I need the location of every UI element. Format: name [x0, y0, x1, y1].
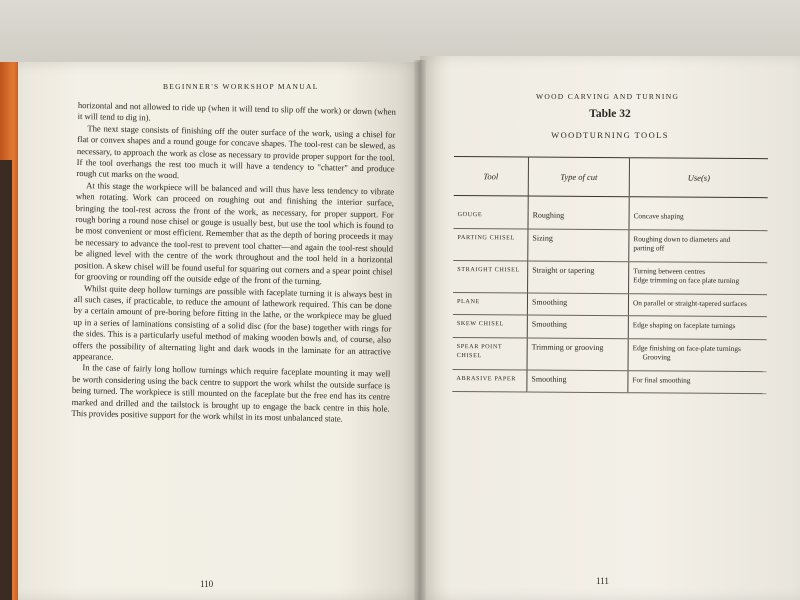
use-line: Grooving	[642, 352, 671, 362]
right-page	[420, 56, 800, 600]
use-cell	[628, 316, 767, 339]
use-cell	[628, 338, 767, 371]
table-row	[453, 292, 767, 317]
table-header-row	[454, 156, 768, 197]
tool-cell: PARTING CHISEL	[453, 228, 528, 261]
use-cell	[628, 370, 767, 393]
left-page	[18, 62, 420, 600]
cut-cell: Smoothing	[527, 370, 628, 393]
book-cover-shadow	[0, 160, 12, 600]
column-header-uses: Use(s)	[629, 158, 768, 198]
left-running-head: BEGINNER'S WORKSHOP MANUAL	[163, 82, 319, 91]
use-cell	[628, 293, 767, 316]
right-running-head: WOOD CARVING AND TURNING	[536, 92, 680, 101]
column-header-tool: Tool	[454, 156, 529, 196]
use-line: parting off	[633, 243, 665, 253]
woodturning-tools-table	[452, 156, 768, 394]
use-line: Roughing down to diameters and	[633, 233, 731, 244]
paragraph: Whilst quite deep hollow turnings are possible with faceplate turning it is always best in all such cases, if practicable, to reduce the amount of lathework required. This can be done by a certain amount of pre-boring before fitting in the lathe, or the workpiece may be glued up in a series of laminations consisting of a solid disc (for the base) together with rings for the sides. This is a particularly useful method of making wooden bowls and, of course, also offers the possibility of alternating light and dark woods in the laminate for an attractive appearance.	[72, 282, 393, 362]
tool-cell: STRAIGHT CHISEL	[453, 260, 528, 293]
tool-cell: SPEAR POINT CHISEL	[453, 337, 528, 370]
table-row	[453, 228, 767, 262]
cut-cell: Trimming or grooving	[527, 338, 628, 371]
cut-cell: Straight or tapering	[528, 261, 629, 294]
use-line: Concave shaping	[633, 211, 684, 221]
use-cell	[629, 261, 768, 294]
table-row	[453, 337, 767, 371]
paragraph: In the case of fairly long hollow turnings which require faceplate mounting it may well be worth considering using the back centre to support the work whilst the outside surface is being turned. The workpiece is still mounted on the faceplate but the free end has its centre marked and drilled and the tailstock is brought up to engage the back centre in this hole. This provides positive support for the work whilst in its most unbalanced state.	[71, 362, 391, 424]
use-cell	[629, 229, 768, 262]
column-header-type-of-cut: Type of cut	[528, 157, 629, 197]
paragraph: The next stage consists of finishing off the outer surface of the work, using a chisel for flat or convex shapes and a round gouge for concave shapes. The tool-rest can be slewed, as necessary, to approach the work as close as necessary to provide proper support for the tool. If the tool overhangs the rest too much it will have a tendency to "chatter" and produce rough cut marks on the wood.	[76, 123, 396, 181]
tool-cell: PLANE	[453, 292, 528, 315]
use-line: Edge finishing on face-plate turnings	[632, 342, 741, 353]
tool-cell: SKEW CHISEL	[453, 314, 528, 337]
use-line: On parallel or straight-tapered surfaces	[632, 297, 747, 308]
cut-cell: Smoothing	[527, 315, 628, 338]
book-gutter	[414, 60, 426, 600]
use-line: Edge shaping on faceplate turnings	[632, 320, 736, 330]
left-body-text	[71, 100, 396, 426]
table-subtitle: WOODTURNING TOOLS	[551, 130, 669, 140]
use-line: Edge trimming on face plate turning	[633, 275, 740, 285]
paragraph: horizontal and not allowed to ride up (when it will tend to slip off the work) or down (when it will tend to dig in).	[77, 100, 396, 123]
table-title: Table 32	[589, 108, 631, 120]
use-line: Turning between centres	[633, 265, 706, 276]
use-line: For final smoothing	[632, 374, 691, 385]
use-cell	[629, 197, 768, 230]
tool-cell: ABRASIVE PAPER	[452, 369, 527, 392]
cut-cell: Sizing	[528, 229, 629, 262]
left-page-number: 110	[200, 579, 214, 589]
table-row	[453, 314, 767, 339]
table-row	[453, 260, 767, 294]
paragraph: At this stage the workpiece will be balanced and will thus have less tendency to vibrate when rotating. Work can proceed on roughing out and finishing the interior surface, bringing the tool-rest across the front of the work, as necessary, for proper support. For rough boring a round nose chisel or gouge is usually best, but use the tool which is found to be most convenient or most efficient. Remember that as the depth of boring proceeds it may be necessary to advance the tool-rest to prevent tool chatter—and again the tool-rest should be aligned level with the centre of the work throughout and the tool held in a horizontal position. A skew chisel will be found useful for squaring out corners and a spear point chisel for grooving or rounding off the outside edge of the front of the turning.	[74, 180, 395, 287]
right-page-number: 111	[596, 576, 609, 586]
table-row	[452, 369, 766, 394]
table-row	[453, 195, 767, 230]
cut-cell: Smoothing	[527, 293, 628, 316]
cut-cell: Roughing	[528, 196, 629, 229]
tool-cell: GOUGE	[453, 195, 528, 228]
